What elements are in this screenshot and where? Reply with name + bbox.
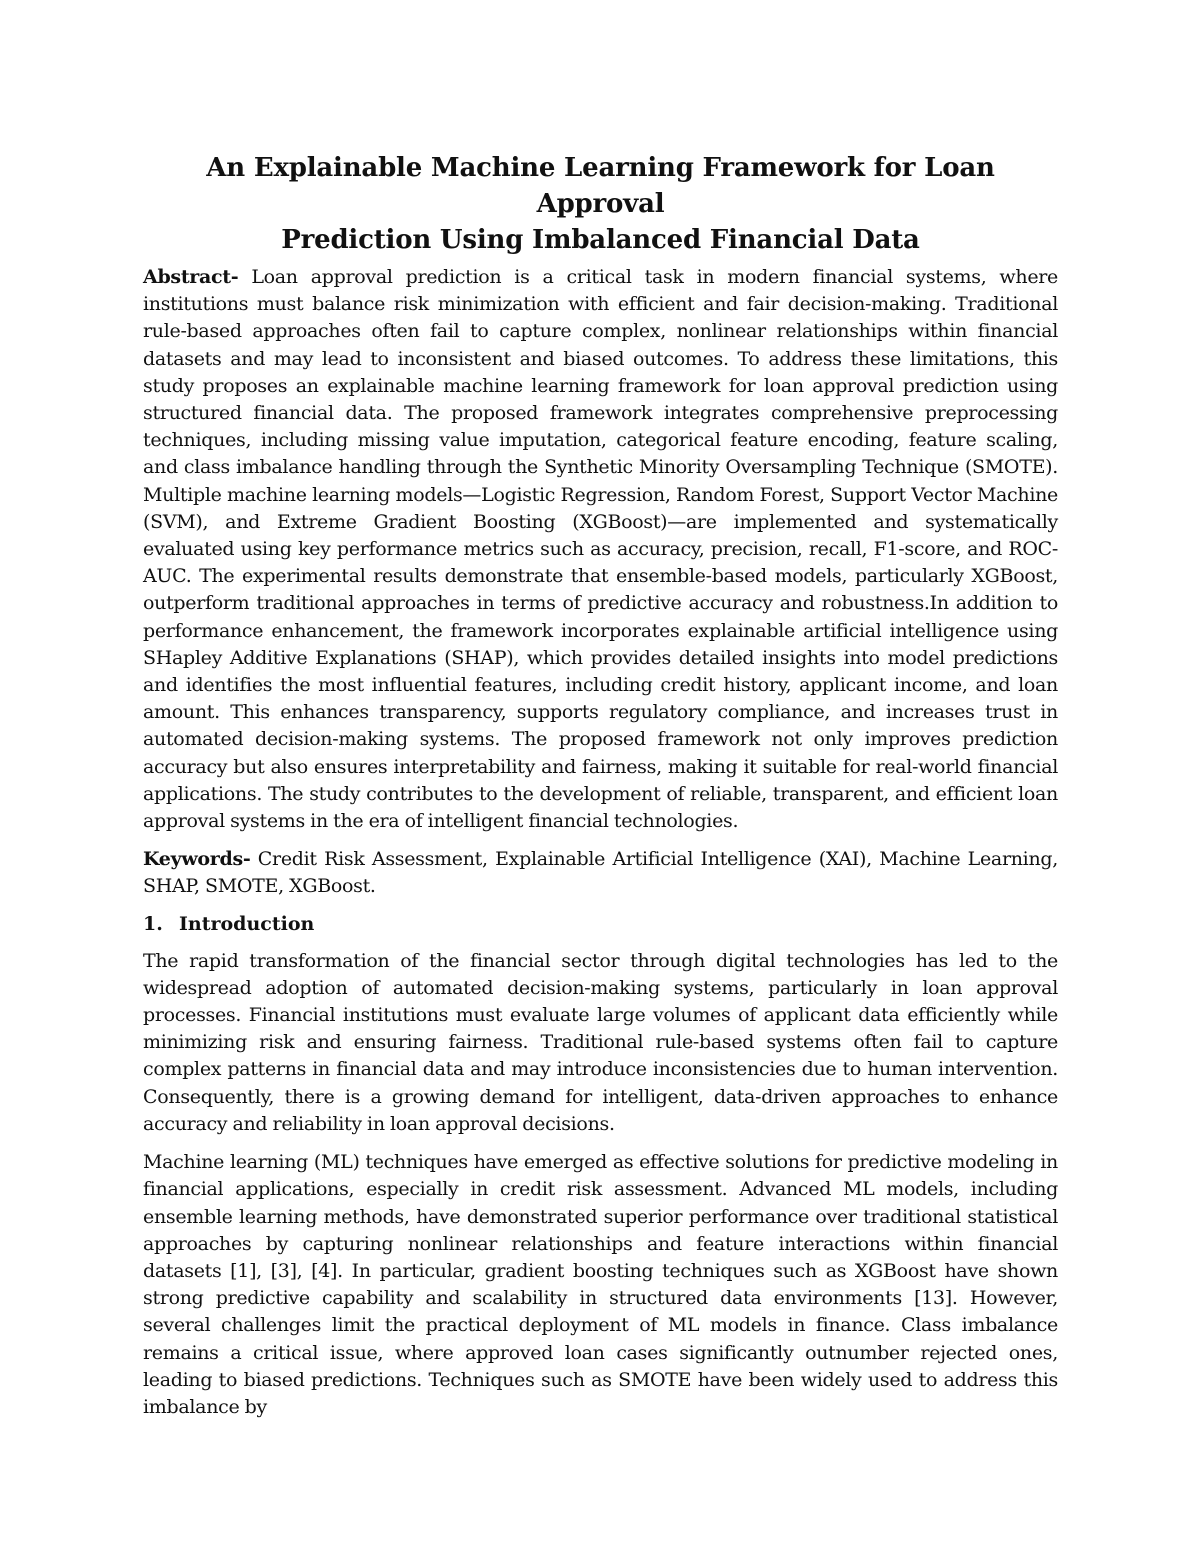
intro-paragraph-1: The rapid transformation of the financial sector through digital technologies has led to the widespread adoption of automated decision-making systems, particularly in loan approval processes. Financial institutions must evaluate large volumes of applicant data efficiently while minimizing risk and ensuring fairness. Traditional rule-based systems often fail to capture complex patterns in financial data and may introduce inconsistencies due to human intervention. Consequently, there is a growing demand for intelligent, data-driven approaches to enhance accuracy and reliability in loan approval decisions. [143, 949, 1058, 1135]
paper-page [143, 150, 1058, 1421]
section-heading-introduction [143, 911, 1058, 938]
keywords-text: Credit Risk Assessment, Explainable Artificial Intelligence (XAI), Machine Learning, SHAP, SMOTE, XGBoost. [143, 848, 1058, 898]
abstract-paragraph [143, 264, 1058, 835]
keywords-label: Keywords- [143, 848, 251, 871]
abstract-text: Loan approval prediction is a critical task in modern financial systems, where institutions must balance risk minimization with efficient and fair decision-making. Traditional rule-based approaches often fail to capture complex, nonlinear relationships within financial datasets and may lead to inconsistent and biased outcomes. To address these limitations, this study proposes an explainable machine learning framework for loan approval prediction using structured financial data. The proposed framework integrates comprehensive preprocessing techniques, including missing value imputation, categorical feature encoding, feature scaling, and class imbalance handling through the Synthetic Minority Oversampling Technique (SMOTE). Multiple machine learning models—Logistic Regression, Random Forest, Support Vector Machine (SVM), and Extreme Gradient Boosting (XGBoost)—are implemented and systematically evaluated using key performance metrics such as accuracy, precision, recall, F1-score, and ROC-AUC. The experimental results demonstrate that ensemble-based models, particularly XGBoost, outperform traditional approaches in terms of predictive accuracy and robustness.In addition to performance enhancement, the framework incorporates explainable artificial intelligence using SHapley Additive Explanations (SHAP), which provides detailed insights into model predictions and identifies the most influential features, including credit history, applicant income, and loan amount. This enhances transparency, supports regulatory compliance, and increases trust in automated decision-making systems. The proposed framework not only improves prediction accuracy but also ensures interpretability and fairness, making it suitable for real-world financial applications. The study contributes to the development of reliable, transparent, and efficient loan approval systems in the era of intelligent financial technologies. [143, 266, 1058, 833]
section-title: Introduction [179, 912, 315, 935]
paper-title-line-1: An Explainable Machine Learning Framework for Loan Approval [206, 153, 995, 219]
keywords-paragraph [143, 846, 1058, 900]
intro-paragraph-2: Machine learning (ML) techniques have emerged as effective solutions for predictive modeling in financial applications, especially in credit risk assessment. Advanced ML models, including ensemble learning methods, have demonstrated superior performance over traditional statistical approaches by capturing nonlinear relationships and feature interactions within financial datasets [1], [3], [4]. In particular, gradient boosting techniques such as XGBoost have shown strong predictive capability and scalability in structured data environments [13]. However, several challenges limit the practical deployment of ML models in finance. Class imbalance remains a critical issue, where approved loan cases significantly outnumber rejected ones, leading to biased predictions. Techniques such as SMOTE have been widely used to address this imbalance by [143, 1151, 1058, 1418]
paper-title [143, 150, 1058, 258]
paper-title-line-2: Prediction Using Imbalanced Financial Data [281, 225, 920, 255]
abstract-label: Abstract- [143, 266, 239, 288]
section-number: 1. [143, 912, 163, 935]
